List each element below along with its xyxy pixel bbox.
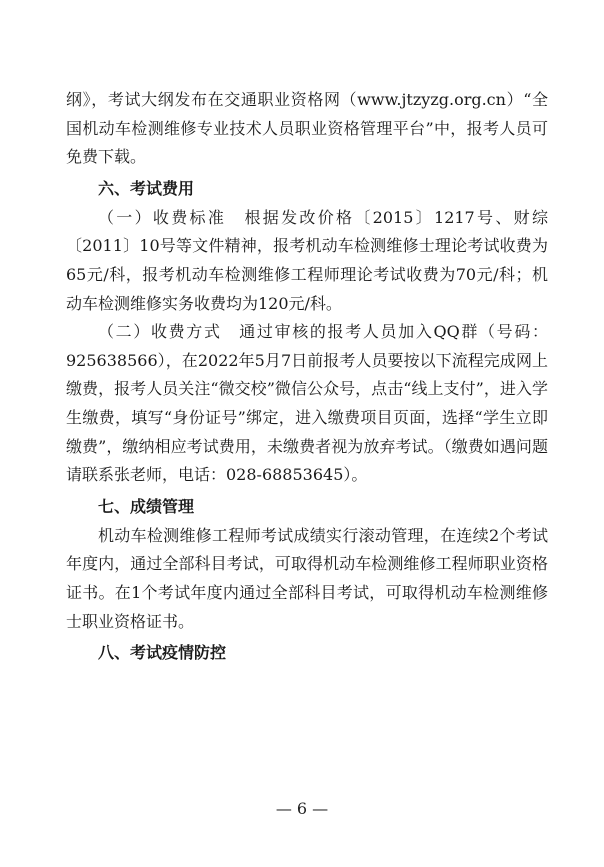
section-7-paragraph: 机动车检测维修工程师考试成绩实行滚动管理，在连续2个考试年度内，通过全部科目考试，可取得机动车检测维修工程师职业资格证书。在1个考试年度内通过全部科目考试，可取得机动车检测维修士职业资格证书。: [66, 525, 548, 631]
intro-paragraph: 纲》，考试大纲发布在交通职业资格网（www.jtzyzg.org.cn）“全国机动车检测维修专业技术人员职业资格管理平台”中，报考人员可免费下载。: [66, 90, 548, 167]
page-number: — 6 —: [275, 799, 329, 818]
section-7-heading: 七、成绩管理: [98, 496, 195, 516]
document-body: [66, 86, 548, 668]
section-6-payment-method: （二）收费方式 通过审核的报考人员加入QQ群（号码：925638566），在2022年5月7日前报考人员要按以下流程完成网上缴费，报考人员关注“微交校”微信公众号，点击“线上支付”，进入学生缴费，填写“身份证号”绑定，进入缴费项目页面，选择“学生立即缴费”，缴纳相应考试费用，未缴费者视为放弃考试。（缴费如遇问题请联系张老师，电话：028-68853645）。: [66, 322, 548, 485]
section-8-heading: 八、考试疫情防控: [98, 643, 227, 663]
section-6-fee-standard: （一）收费标准 根据发改价格〔2015〕1217号、财综〔2011〕10号等文件精神，报考机动车检测维修士理论考试收费为65元/科，报考机动车检测维修工程师理论考试收费为70元/科；机动车检测维修实务收费均为120元/科。: [66, 207, 548, 313]
section-6-heading: 六、考试费用: [98, 178, 195, 198]
